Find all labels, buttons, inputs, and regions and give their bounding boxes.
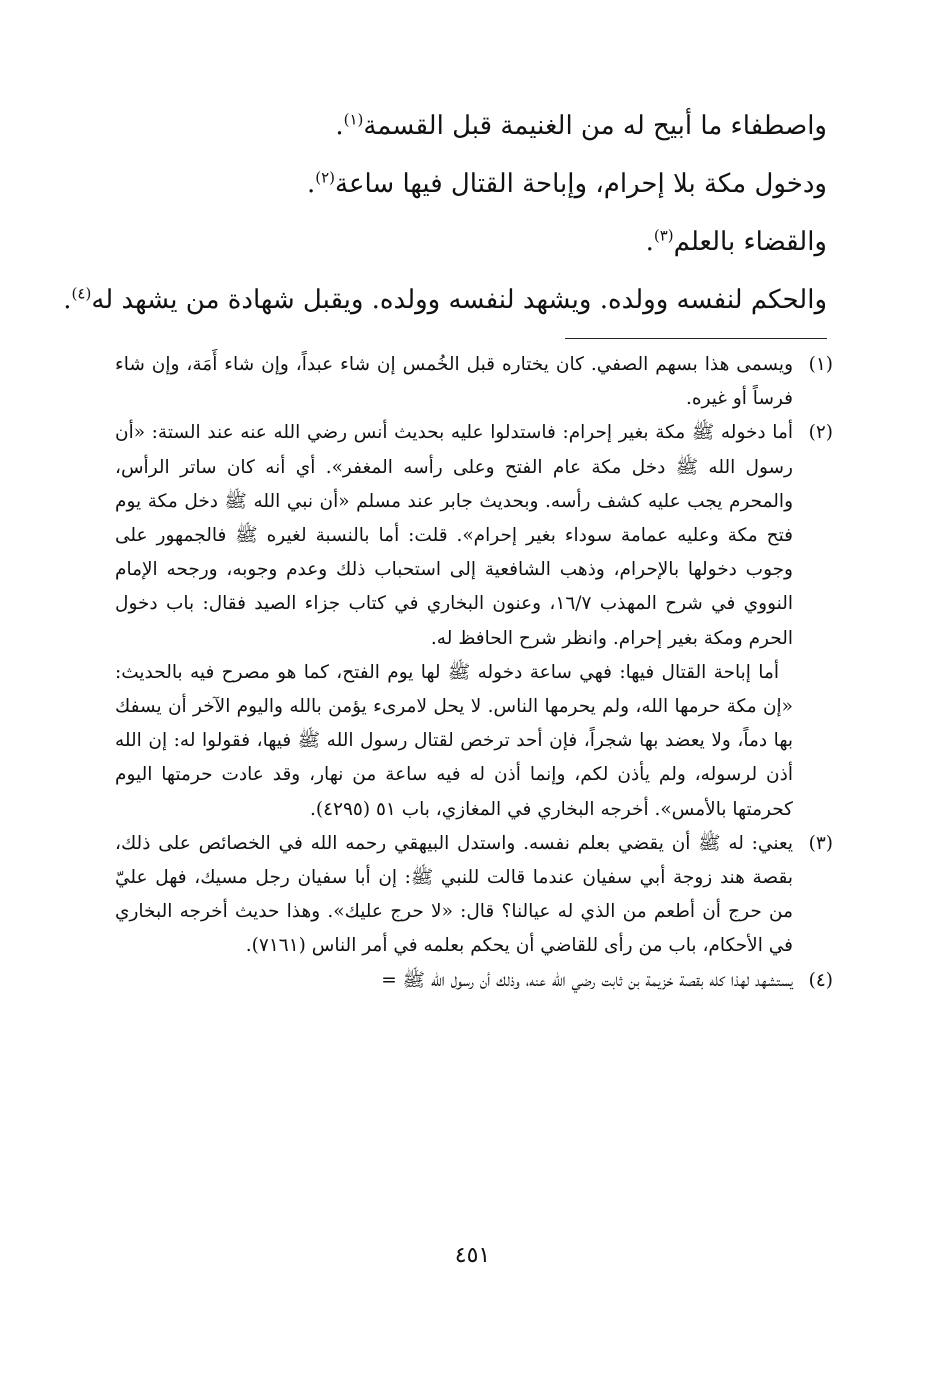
main-text-block	[63, 98, 827, 330]
footnote-continuation	[115, 656, 833, 827]
footnote-item	[115, 964, 833, 998]
footnote-item	[115, 348, 833, 416]
main-line-text: والقضاء بالعلم	[673, 227, 827, 257]
footnote-number: (٣)	[808, 832, 833, 854]
footnote-number: (١)	[808, 354, 833, 375]
footnote-ref[interactable]: (٤)	[71, 284, 92, 303]
footnote-ref[interactable]: (٢)	[315, 168, 336, 187]
main-line	[107, 98, 827, 156]
footnotes-block	[115, 348, 833, 998]
main-line	[63, 272, 827, 330]
footnote-number: (٢)	[808, 422, 833, 444]
footnote-item	[115, 827, 833, 964]
main-line-end: .	[335, 111, 344, 141]
main-line-text: ودخول مكة بلا إحرام، وإباحة القتال فيها ساعة	[335, 169, 827, 199]
footnote-ref[interactable]: (٣)	[653, 226, 674, 245]
footnote-number: (٤)	[808, 969, 833, 991]
footnote-text: يعني: له ﷺ أن يقضي بعلم نفسه. واستدل البيهقي رحمه الله في الخصائص على ذلك، بقصة هند زوجة أبي سفيان عندما قالت للنبي ﷺ: إن أبا سفيان رجل مسيك، فهل عليّ من حرج أن أطعم من الذي له عيالنا؟ قال: «لا حرج عليك». وهذا حديث أخرجه البخاري في الأحكام، باب من رأى للقاضي أن يحكم بعلمه في أمر الناس (٧١٦١).	[115, 832, 793, 957]
footnote-text: أما إباحة القتال فيها: فهي ساعة دخوله ﷺ لها يوم الفتح، كما هو مصرح فيه بالحديث: «إن مكة حرمها الله، ولم يحرمها الناس. لا يحل لامرىء يؤمن بالله واليوم الآخر أن يسفك بها دماً، ولا يعضد بها شجراً، فإن أحد ترخص لقتال رسول الله ﷺ فيها، فقولوا له: إن الله أذن لرسوله، ولم يأذن لكم، وإنما أذن له فيه ساعة من نهار، وقد عادت حرمتها اليوم كحرمتها بالأمس». أخرجه البخاري في المغازي، باب ٥١ (٤٢٩٥).	[115, 661, 793, 820]
main-line-end: .	[645, 227, 654, 257]
main-line	[107, 156, 827, 214]
main-line-text: والحكم لنفسه وولده. ويشهد لنفسه وولده. ويقبل شهادة من يشهد له	[91, 285, 827, 315]
main-line-end: .	[306, 169, 316, 199]
footnote-separator	[565, 338, 827, 339]
footnote-text: أما دخوله ﷺ مكة بغير إحرام: فاستدلوا عليه بحديث أنس رضي الله عنه عند الستة: «أن رسول الله ﷺ دخل مكة عام الفتح وعلى رأسه المغفر». أي أنه كان ساتر الرأس، والمحرم يجب عليه كشف رأسه. وبحديث جابر عند مسلم «أن نبي الله ﷺ دخل مكة يوم فتح مكة وعليه عمامة سوداء بغير إحرام». قلت: أما بالنسبة لغيره ﷺ فالجمهور على وجوب دخولها بالإحرام، وذهب الشافعية إلى استحباب ذلك وعدم وجوبه، ورجحه الإمام النووي في شرح المهذب ١٦/٧، وعنون البخاري في كتاب جزاء الصيد فقال: باب دخول الحرم ومكة بغير إحرام. وانظر شرح الحافظ له.	[115, 422, 793, 649]
footnote-text: يستشهد لهذا كله بقصة خزيمة بن ثابت رضي الله عنه، وذلك أن رسول الله ﷺ =	[381, 969, 793, 991]
footnote-item	[115, 416, 833, 655]
page-number: ٤٥١	[454, 1243, 491, 1268]
footnote-ref[interactable]: (١)	[343, 110, 364, 129]
footnote-text: ويسمى هذا بسهم الصفي. كان يختاره قبل الخُمس إن شاء عبداً، وإن شاء أَمَة، وإن شاء فرساً أو غيره.	[115, 354, 793, 410]
main-line	[107, 214, 827, 272]
main-line-end: .	[63, 285, 72, 315]
main-line-text: واصطفاء ما أبيح له من الغنيمة قبل القسمة	[363, 111, 827, 141]
